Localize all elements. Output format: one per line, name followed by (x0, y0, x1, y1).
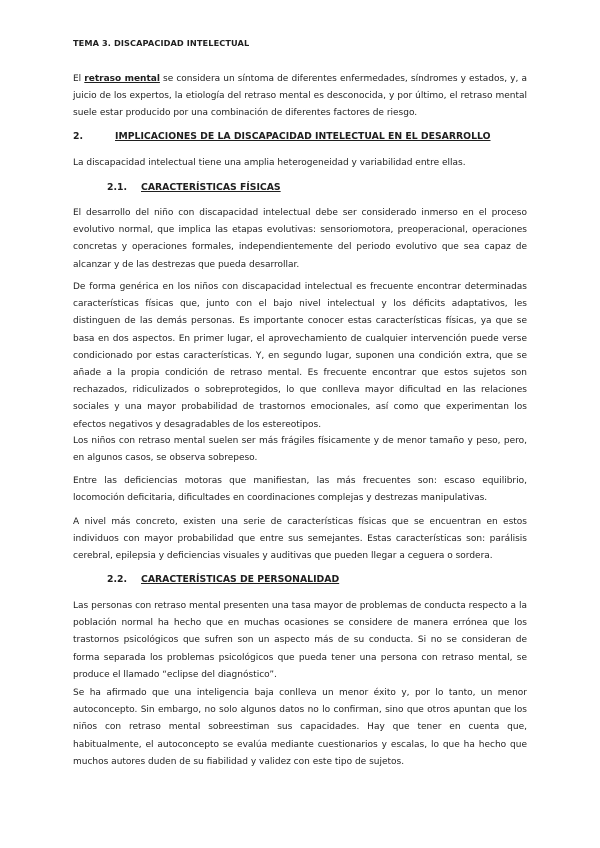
section-2-1-heading (107, 181, 281, 195)
section-number: 2. (73, 131, 84, 142)
paragraph: A nivel más concreto, existen una serie de características físicas que se encuentran en estos individuos con mayor probabilidad que entre sus semejantes. Estas características son: parálisis cerebral, epilepsia y deficiencias visuales y auditivas que pueden llegar a ceguera o sordera. (73, 517, 527, 562)
section-title: CARACTERÍSTICAS DE PERSONALIDAD (141, 574, 340, 585)
section-title: CARACTERÍSTICAS FÍSICAS (141, 182, 281, 193)
page-header: TEMA 3. DISCAPACIDAD INTELECTUAL (73, 38, 250, 48)
section-2-heading (73, 130, 491, 144)
section-2-2-heading (107, 573, 339, 587)
section-number: 2.1. (107, 182, 128, 193)
paragraph: Entre las deficiencias motoras que manifiestan, las más frecuentes son: escaso equilibrio, locomoción deficitaria, dificultades en coordinaciones complejas y destrezas manipulativas. (73, 476, 527, 504)
intro-text-end: se considera un síntoma de diferentes enfermedades, síndromes y estados, y, a juicio de los expertos, la etiología del retraso mental es desconocida, y por último, el retraso mental suele estar producido por una combinación de diferentes factores de riesgo. (73, 74, 527, 119)
section-number: 2.2. (107, 574, 128, 585)
paragraph: Se ha afirmado que una inteligencia baja conlleva un menor éxito y, por lo tanto, un menor autoconcepto. Sin embargo, no solo algunos datos no lo confirman, sino que otros apuntan que los niños con retraso mental sobreestiman sus capacidades. Hay que tener en cuenta que, habitualmente, el autoconcepto se evalúa mediante cuestionarios y escalas, lo que ha hecho que muchos autores duden de su fiabilidad y validez con este tipo de sujetos. (73, 688, 527, 767)
intro-text-start: El (73, 74, 85, 84)
paragraph: Los niños con retraso mental suelen ser más frágiles físicamente y de menor tamaño y peso, pero, en algunos casos, se observa sobrepeso. (73, 436, 527, 464)
paragraph: Las personas con retraso mental presenten una tasa mayor de problemas de conducta respecto a la población normal ha hecho que en muchas ocasiones se considere de manera errónea que los trastornos psicológicos que sufren son un aspecto más de su conducta. Si no se consideran de forma separada los problemas psicológicos que pueda tener una persona con retraso mental, se produce el llamado “eclipse del diagnóstico”. (73, 601, 527, 680)
section-title: IMPLICACIONES DE LA DISCAPACIDAD INTELECTUAL EN EL DESARROLLO (115, 131, 491, 142)
section-2-paragraph: La discapacidad intelectual tiene una amplia heterogeneidad y variabilidad entre ellas. (73, 158, 466, 168)
paragraph: De forma genérica en los niños con discapacidad intelectual es frecuente encontrar determinadas características físicas que, junto con el bajo nivel intelectual y los déficits adaptativos, les distinguen de las demás personas. Es importante conocer estas características físicas, ya que se basa en dos aspectos. En primer lugar, el aprovechamiento de cualquier intervención puede verse condicionado por estas características. Y, en segundo lugar, suponen una condición extra, que se añade a la propia condición de retraso mental. Es frecuente encontrar que estos sujetos son rechazados, ridiculizados o sobreprotegidos, lo que conlleva mayor dificultad en las relaciones sociales y una mayor probabilidad de trastornos emocionales, así como que experimentan los efectos negativos y desagradables de los estereotipos. (73, 282, 527, 430)
intro-paragraph (73, 71, 527, 123)
paragraph: El desarrollo del niño con discapacidad intelectual debe ser considerado inmerso en el proceso evolutivo normal, que implica las etapas evolutivas: sensoriomotora, preoperacional, operaciones concretas y operaciones formales, independientemente del periodo evolutivo que sea capaz de alcanzar y de las destrezas que pueda desarrollar. (73, 208, 527, 270)
keyword-retraso-mental: retraso mental (84, 74, 160, 84)
